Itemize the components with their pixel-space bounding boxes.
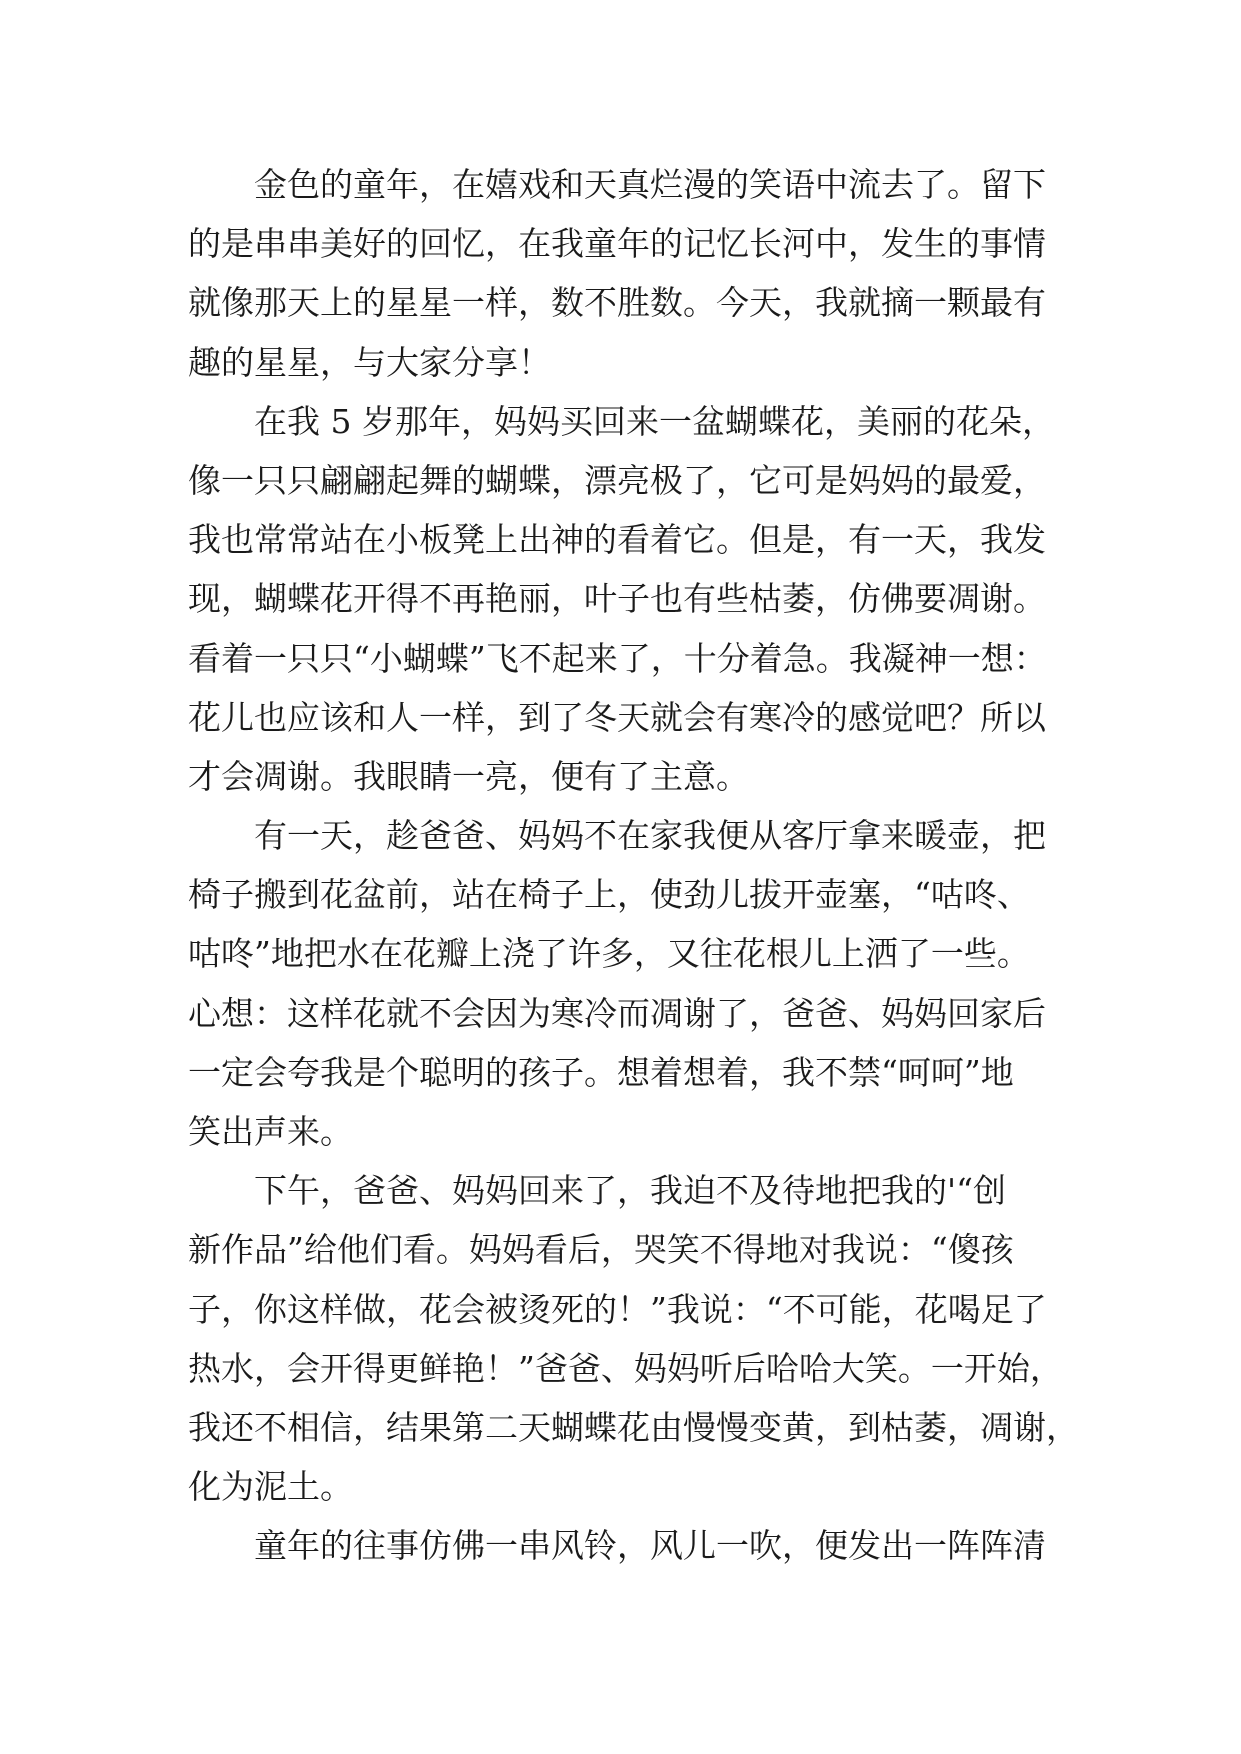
paragraph-4-line-6: 化为泥土。 (188, 1467, 353, 1507)
paragraph-4-line-4: 热水，会开得更鲜艳！”爸爸、妈妈听后哈哈大笑。一开始， (188, 1348, 1063, 1388)
paragraph-1-line-4: 趣的星星，与大家分享！ (188, 342, 551, 382)
paragraph-1-line-2: 的是串串美好的回忆，在我童年的记忆长河中，发生的事情 (188, 224, 1046, 264)
paragraph-2-line-6: 花儿也应该和人一样，到了冬天就会有寒冷的感觉吧？所以 (188, 697, 1046, 737)
paragraph-4-line-2: 新作品”给他们看。妈妈看后，哭笑不得地对我说：“傻孩 (188, 1230, 1014, 1270)
paragraph-3-line-6: 笑出声来。 (188, 1112, 353, 1151)
paragraph-2-line-3: 我也常常站在小板凳上出神的看着它。但是，有一天，我发 (188, 520, 1046, 560)
paragraph-1-line-1: 金色的童年，在嬉戏和天真烂漫的笑语中流去了。留下 (254, 165, 1046, 204)
paragraph-4-line-1: 下午，爸爸、妈妈回来了，我迫不及待地把我的'“创 (254, 1171, 1006, 1211)
paragraph-2-line-2: 像一只只翩翩起舞的蝴蝶，漂亮极了，它可是妈妈的最爱， (188, 460, 1046, 500)
paragraph-4-line-3: 子，你这样做，花会被烫死的！”我说：“不可能，花喝足了 (188, 1289, 1047, 1329)
paragraph-2-line-1: 在我 5 岁那年，妈妈买回来一盆蝴蝶花，美丽的花朵， (254, 401, 1055, 441)
document-body (188, 155, 1080, 1576)
paragraph-2-line-5: 看着一只只“小蝴蝶”飞不起来了，十分着急。我凝神一想： (188, 638, 1047, 678)
paragraph-2-line-7: 才会凋谢。我眼睛一亮，便有了主意。 (188, 756, 749, 796)
paragraph-3-line-3: 咕咚”地把水在花瓣上浇了许多，又往花根儿上洒了一些。 (188, 934, 1030, 974)
paragraph-3-line-2: 椅子搬到花盆前，站在椅子上，使劲儿拔开壶塞，“咕咚、 (188, 875, 1030, 915)
paragraph-5-line-1: 童年的往事仿佛一串风铃，风儿一吹，便发出一阵阵清 (254, 1526, 1046, 1566)
paragraph-1-line-3: 就像那天上的星星一样，数不胜数。今天，我就摘一颗最有 (188, 283, 1046, 323)
paragraph-3-line-5: 一定会夸我是个聪明的孩子。想着想着，我不禁“呵呵”地 (188, 1052, 1014, 1092)
paragraph-3-line-1: 有一天，趁爸爸、妈妈不在家我便从客厅拿来暖壶，把 (254, 816, 1046, 856)
paragraph-2-line-4: 现，蝴蝶花开得不再艳丽，叶子也有些枯萎，仿佛要凋谢。 (188, 579, 1046, 619)
paragraph-4-line-5: 我还不相信，结果第二天蝴蝶花由慢慢变黄，到枯萎，凋谢， (188, 1407, 1079, 1447)
paragraph-3-line-4: 心想：这样花就不会因为寒冷而凋谢了，爸爸、妈妈回家后 (188, 993, 1046, 1033)
